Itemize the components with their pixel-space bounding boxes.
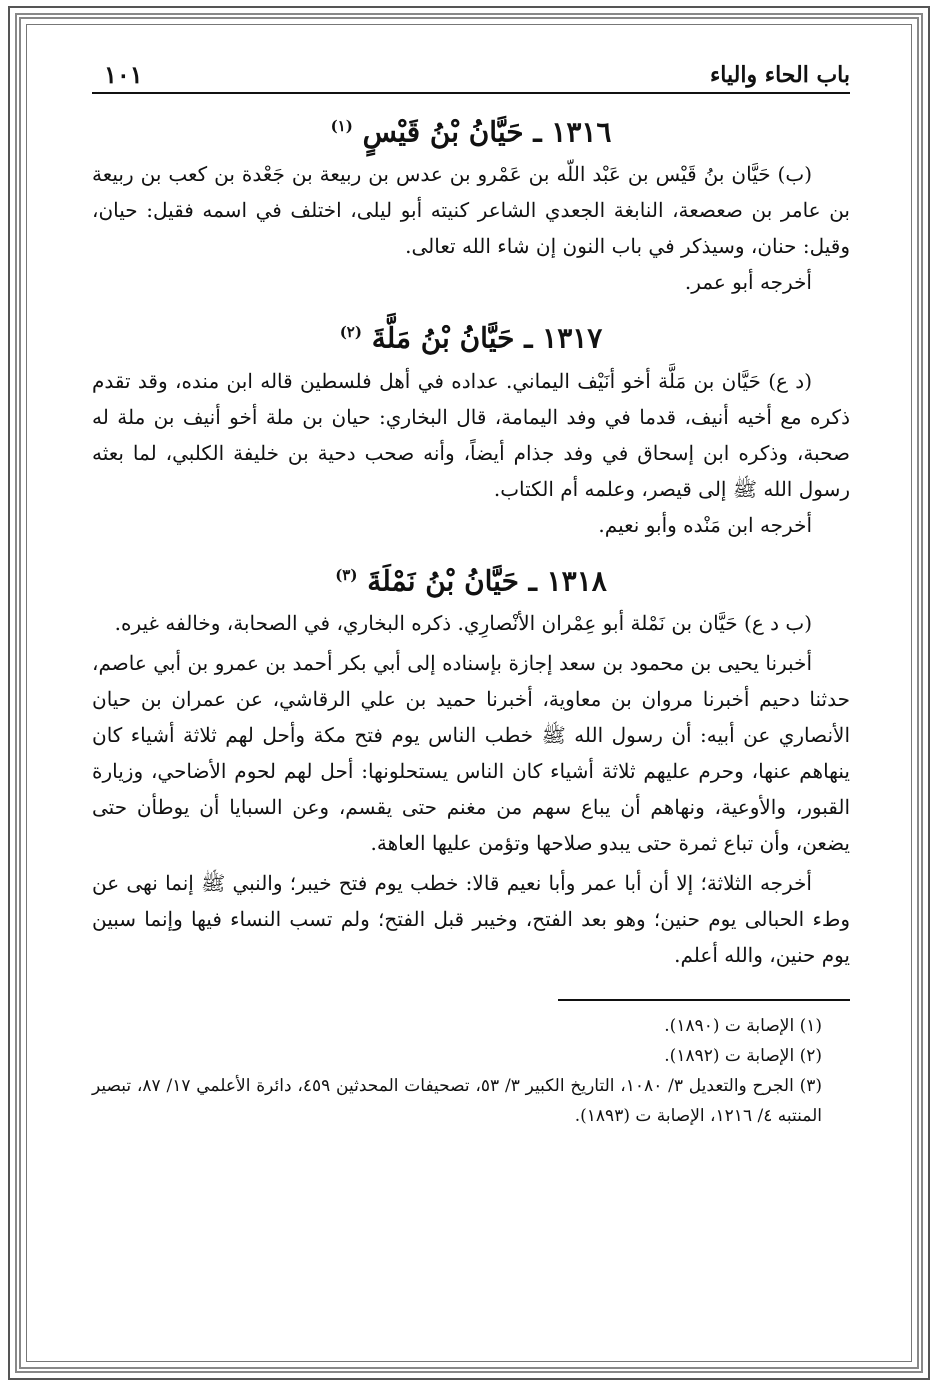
entry-paragraph: (ب د ع) حَيَّان بن نَمْلة أبو عِمْران الأنْصارِي. ذكره البخاري، في الصحابة، وخالفه غيره. (114, 610, 812, 635)
entry-paragraph: أخبرنا يحيى بن محمود بن سعد إجازة بإسناده إلى أبي بكر أحمد بن عمرو بن أبي عاصم، حدثنا دحيم أخبرنا مروان بن معاوية، أخبرنا حميد بن علي الرقاشي، عن عمران بن حيان الأنصاري عن أبيه: أن رسول الله ﷺ خطب الناس يوم فتح مكة وأحل لهم ثلاثة أشياء كان ينهاهم عنها، وحرم عليهم ثلاثة أشياء كان الناس يستحلونها: أحل لهم لحوم الأضاحي، وزيارة القبور، والأوعية، ونهاهم أن يباع سهم من مغنم حتى يقسم، وعن السبايا أن يوطأن حتى يضعن، وأن تباع ثمرة حتى يبدو صلاحها وتؤمن عليها العاهة. (92, 650, 850, 855)
entry-paragraph: أخرجه الثلاثة؛ إلا أن أبا عمر وأبا نعيم قالا: خطب يوم فتح خيبر؛ والنبي ﷺ إنما نهى عن وطء الحبالى يوم حنين؛ وهو بعد الفتح، وخيبر قبل الفتح؛ ولم تسب النساء فيها وإنما سبين يوم حنين، والله أعلم. (92, 870, 850, 967)
entry-paragraph: أخرجه أبو عمر. (684, 270, 812, 295)
footnote-ref: (١) (330, 117, 353, 135)
page-number: ١٠١ (104, 60, 143, 89)
footnote: (٣) الجرح والتعديل ٣/ ١٠٨٠، التاريخ الكبير ٣/ ٥٣، تصحيفات المحدثين ٤٥٩، دائرة الأعلمي ١٧/ ٨٧، تبصير المنتبه ٤/ ١٢١٦، الإصابة ت (١٨٩٣). (92, 1075, 822, 1126)
entry-paragraph: (ب) حَيَّان بنُ قَيْس بن عَبْد اللّه بن عَمْرو بن عدس بن ربيعة بن جَعْدة بن كعب بن ربيعة بن عامر بن صعصعة، النابغة الجعدي الشاعر كنيته أبو ليلى، اختلف في اسمه فقيل: حيان، وقيل: حنان، وسيذكر في باب النون إن شاء الله تعالى. (92, 162, 850, 259)
footnote-ref: (٢) (339, 323, 362, 342)
footnote: (٢) الإصابة ت (١٨٩٢). (664, 1045, 822, 1066)
footnotes (92, 1011, 850, 1131)
entry-paragraph: أخرجه ابن مَنْده وأبو نعيم. (598, 512, 812, 537)
entry-heading (92, 557, 850, 599)
entry-heading (92, 314, 850, 356)
entry-paragraph: (د ع) حَيَّان بن مَلَّة أخو أنَيْف اليماني. عداده في أهل فلسطين قاله ابن منده، وقد تقدم ذكره مع أخيه أنيف، قدما في وفد اليمامة، قال البخاري: حيان بن ملة أخو أنيف بن ملة له صحبة، وذكره ابن إسحاق في وفد جذام أيضاً، وأنه صحب دحية بن خليفة الكلبي، لما بعثه رسول الله ﷺ إلى قيصر، وعلمه أم الكتاب. (92, 368, 850, 501)
chapter-title: باب الحاء والياء (709, 62, 850, 88)
entry-title: ١٣١٨ ـ حَيَّانُ بْنُ نَمْلَةَ (367, 563, 607, 597)
entry-title: ١٣١٦ ـ حَيَّانُ بْنُ قَيْسٍ (362, 115, 612, 149)
footnote-divider (558, 999, 850, 1001)
entry-heading (92, 108, 850, 150)
entry-title: ١٣١٧ ـ حَيَّانُ بْنُ مَلَّةَ (371, 321, 603, 355)
running-header (92, 58, 850, 94)
book-page (92, 58, 850, 1131)
footnote-ref: (٣) (335, 565, 358, 584)
footnote: (١) الإصابة ت (١٨٩٠). (664, 1015, 822, 1036)
